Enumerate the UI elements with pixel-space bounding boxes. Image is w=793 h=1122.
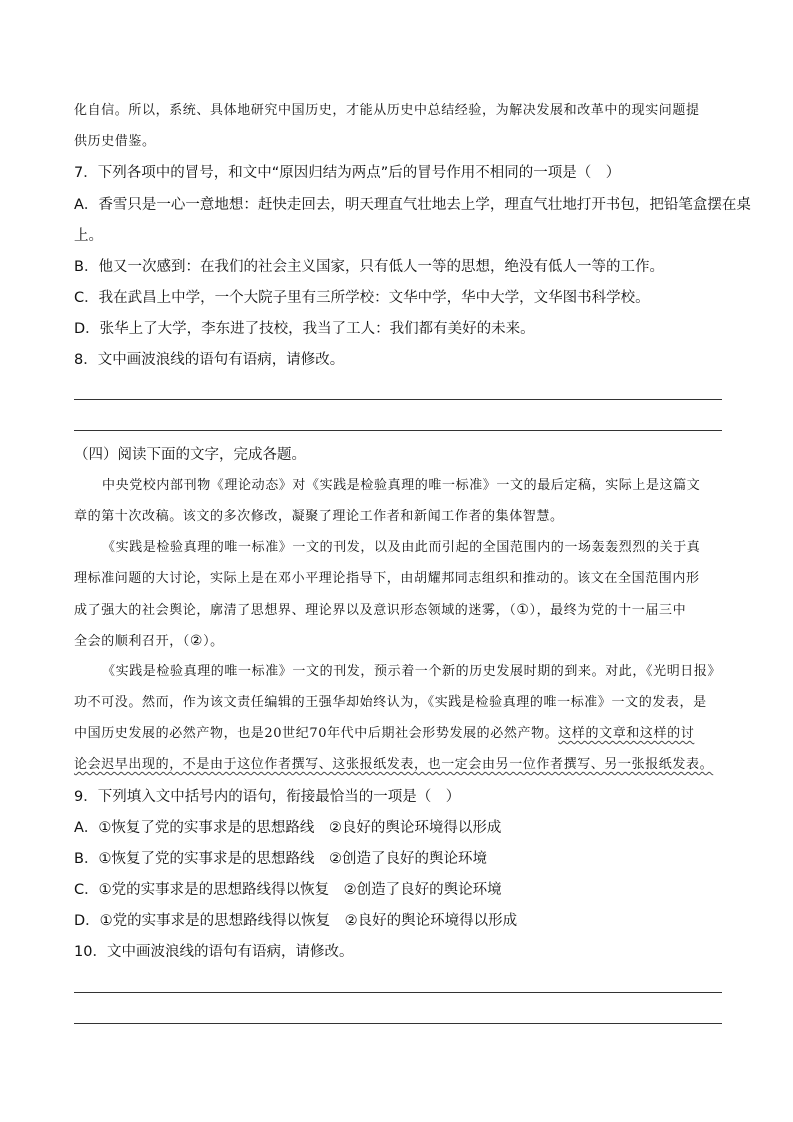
- passage-line: 化自信。所以，系统、具体地研究中国历史，才能从历史中总结经验，为解决发展和改革中的现实问题提: [74, 103, 700, 118]
- section-4-title: （四）阅读下面的文字，完成各题。: [74, 447, 306, 463]
- question-7-stem: 7．下列各项中的冒号，和文中“原因归结为两点”后的冒号作用不相同的一项是（ ）: [74, 165, 621, 181]
- question-7-option-d: D．张华上了大学，李东进了技校，我当了工人：我们都有美好的未来。: [74, 321, 535, 337]
- question-7-option-c: C．我在武昌上中学，一个大院子里有三所学校：文华中学，华中大学，文华图书科学校。: [74, 290, 650, 306]
- answer-line: [74, 399, 722, 400]
- passage-text: ），最终为党的十一届三中: [529, 603, 687, 618]
- answer-line: [74, 1023, 722, 1024]
- passage-line: 功不可没。然而，作为该文责任编辑的王强华却始终认为，《实践是检验真理的唯一标准》一文的发表，是: [74, 695, 707, 710]
- passage-line: 《实践是检验真理的唯一标准》一文的刊发，预示着一个新的历史发展时期的到来。对此，《光明日报》: [102, 664, 722, 679]
- passage-line: [74, 631, 224, 652]
- blank-2-marker: ②: [189, 633, 204, 649]
- question-8-stem: 8．文中画波浪线的语句有语病，请修改。: [74, 352, 345, 368]
- blank-1-marker: ①: [516, 602, 530, 618]
- question-10-stem: 10．文中画波浪线的语句有语病，请修改。: [74, 944, 354, 960]
- passage-line: 章的第十次改稿。该文的多次修改，凝聚了理论工作者和新闻工作者的集体智慧。: [74, 509, 564, 524]
- passage-text: 全会的顺利召开，（: [74, 634, 190, 649]
- passage-line: 中央党校内部刊物《理论动态》对《实践是检验真理的唯一标准》一文的最后定稿，实际上是这篇文: [102, 478, 701, 493]
- passage-text: 中国历史发展的必然产物，也是20世纪70年代中后期社会形势发展的必然产物。: [74, 726, 559, 741]
- question-7-option-b: B．他又一次感到：在我们的社会主义国家，只有低人一等的思想，绝没有低人一等的工作。: [74, 259, 664, 275]
- question-9-stem: 9．下列填入文中括号内的语句，衔接最恰当的一项是（ ）: [74, 789, 461, 805]
- passage-text: 成了强大的社会舆论，廓清了思想界、理论界以及意识形态领域的迷雾，（: [74, 603, 517, 618]
- question-9-option-c: C．①党的实事求是的思想路线得以恢复 ②创造了良好的舆论环境: [74, 882, 502, 898]
- passage-text: ）。: [203, 634, 224, 649]
- wavy-underlined-sentence: 论会迟早出现的，不是由于这位作者撰写、这张报纸发表，也一定会由另一位作者撰写、另一张报纸发表。: [74, 757, 714, 772]
- passage-line: [74, 724, 694, 744]
- wavy-underlined-sentence: 这样的文章和这样的讨: [558, 726, 695, 741]
- question-7-option-a: A．香雪只是一心一意地想：赶快走回去，明天理直气壮地去上学，理直气壮地打开书包，把铅笔盒摆在桌: [74, 197, 751, 213]
- question-9-option-d: D．①党的实事求是的思想路线得以恢复 ②良好的舆论环境得以形成: [74, 913, 518, 929]
- passage-line: [74, 600, 686, 621]
- passage-line: 《实践是检验真理的唯一标准》一文的刊发，以及由此而引起的全国范围内的一场轰轰烈烈的关于真: [102, 540, 701, 555]
- passage-line: [74, 755, 713, 775]
- question-9-option-a: A．①恢复了党的实事求是的思想路线 ②良好的舆论环境得以形成: [74, 820, 502, 836]
- question-7-option-a-cont: 上。: [74, 228, 103, 244]
- answer-line: [74, 430, 722, 431]
- answer-line: [74, 992, 722, 993]
- passage-line: 供历史借鉴。: [74, 134, 156, 149]
- passage-line: 理标准问题的大讨论，实际上是在邓小平理论指导下，由胡耀邦同志组织和推动的。该文在全国范围内形: [74, 571, 700, 586]
- question-9-option-b: B．①恢复了党的实事求是的思想路线 ②创造了良好的舆论环境: [74, 851, 487, 867]
